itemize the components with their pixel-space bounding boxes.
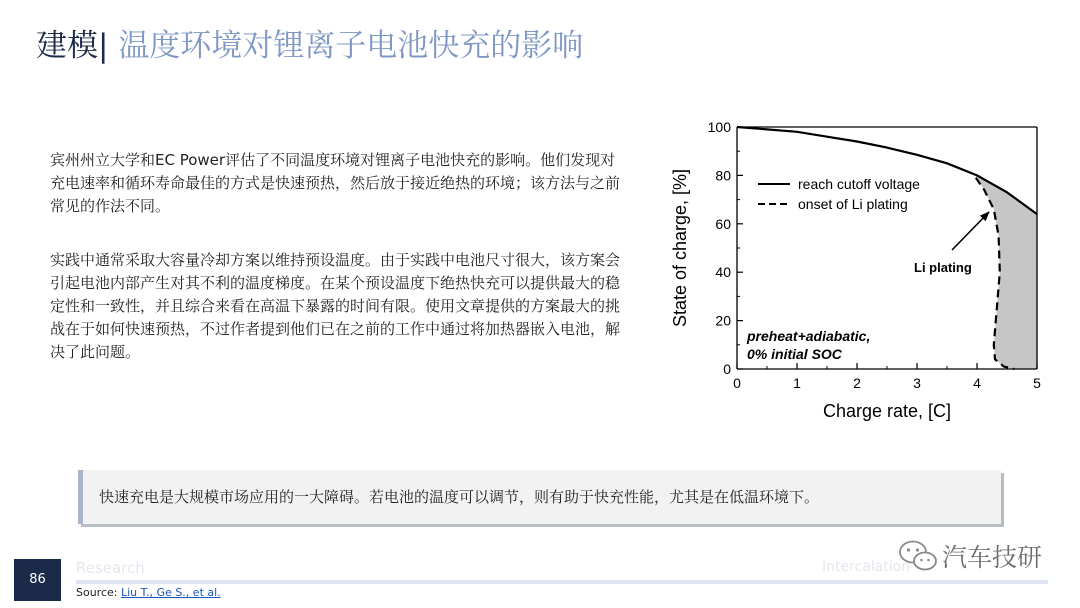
annotation-preheat: preheat+adiabatic, xyxy=(747,328,871,344)
legend-dashed-label: onset of Li plating xyxy=(798,196,908,212)
x-tick-label: 4 xyxy=(973,375,981,391)
callout-text: 快速充电是大规模市场应用的一大障碍。若电池的温度可以调节，则有助于快充性能，尤其是在低温环境下。 xyxy=(99,488,820,506)
x-tick-label: 5 xyxy=(1033,375,1041,391)
y-tick-label: 20 xyxy=(715,312,731,329)
x-axis-label: Charge rate, [C] xyxy=(822,401,952,421)
y-tick-label: 40 xyxy=(715,264,731,281)
annotation-li-plating: Li plating xyxy=(914,260,972,275)
page-title xyxy=(36,26,583,66)
source-label: Source: xyxy=(76,586,121,599)
source-link[interactable]: Liu T., Ge S., et al. xyxy=(120,586,221,599)
watermark xyxy=(898,538,1042,574)
annotation-arrow xyxy=(952,212,989,250)
x-tick-label: 2 xyxy=(853,375,861,391)
footer-intercalation-label: Intercalation xyxy=(822,559,911,575)
watermark-text: 汽车技研 xyxy=(942,543,1043,572)
footer-divider xyxy=(76,580,1048,584)
callout-box xyxy=(78,470,1001,524)
paragraph-2: 实践中通常采取大容量冷却方案以维持预设温度。由于实践中电池尺寸很大，该方案会引起电池内部产生对其不利的温度梯度。在某个预设温度下绝热快充可以提供最大的稳定性和一致性，并且综合来看在高温下暴露的时间有限。使用文章提供的方案最大的挑战在于如何快速预热，不过作者提到他们已在之前的工作中通过将加热器嵌入电池，解决了此问题。 xyxy=(50,251,621,361)
y-tick-label: 60 xyxy=(715,215,731,232)
footer-research-label: Research xyxy=(76,559,145,577)
title-main: 建模| xyxy=(36,28,109,64)
page-number: 86 xyxy=(14,559,61,601)
legend-solid-label: reach cutoff voltage xyxy=(798,176,920,192)
wechat-icon xyxy=(898,539,938,573)
y-axis-label: State of charge, [%] xyxy=(670,168,690,328)
paragraph-1: 宾州州立大学和EC Power评估了不同温度环境对锂离子电池快充的影响。他们发现对充电速率和循环寿命最佳的方式是快速预热，然后放于接近绝热的环境；该方法与之前常见的作法不同。 xyxy=(50,151,621,215)
x-tick-label: 1 xyxy=(793,375,801,391)
x-tick-label: 3 xyxy=(913,375,921,391)
source-line xyxy=(76,586,221,599)
y-tick-label: 100 xyxy=(707,119,731,135)
li-plating-area xyxy=(976,175,1037,369)
title-sub: 温度环境对锂离子电池快充的影响 xyxy=(118,28,584,64)
soc-chart xyxy=(662,112,1052,430)
y-tick-label: 80 xyxy=(715,167,731,184)
annotation-initial-soc: 0% initial SOC xyxy=(747,346,842,362)
x-tick-label: 0 xyxy=(733,375,741,391)
y-tick-label: 0 xyxy=(723,361,731,377)
